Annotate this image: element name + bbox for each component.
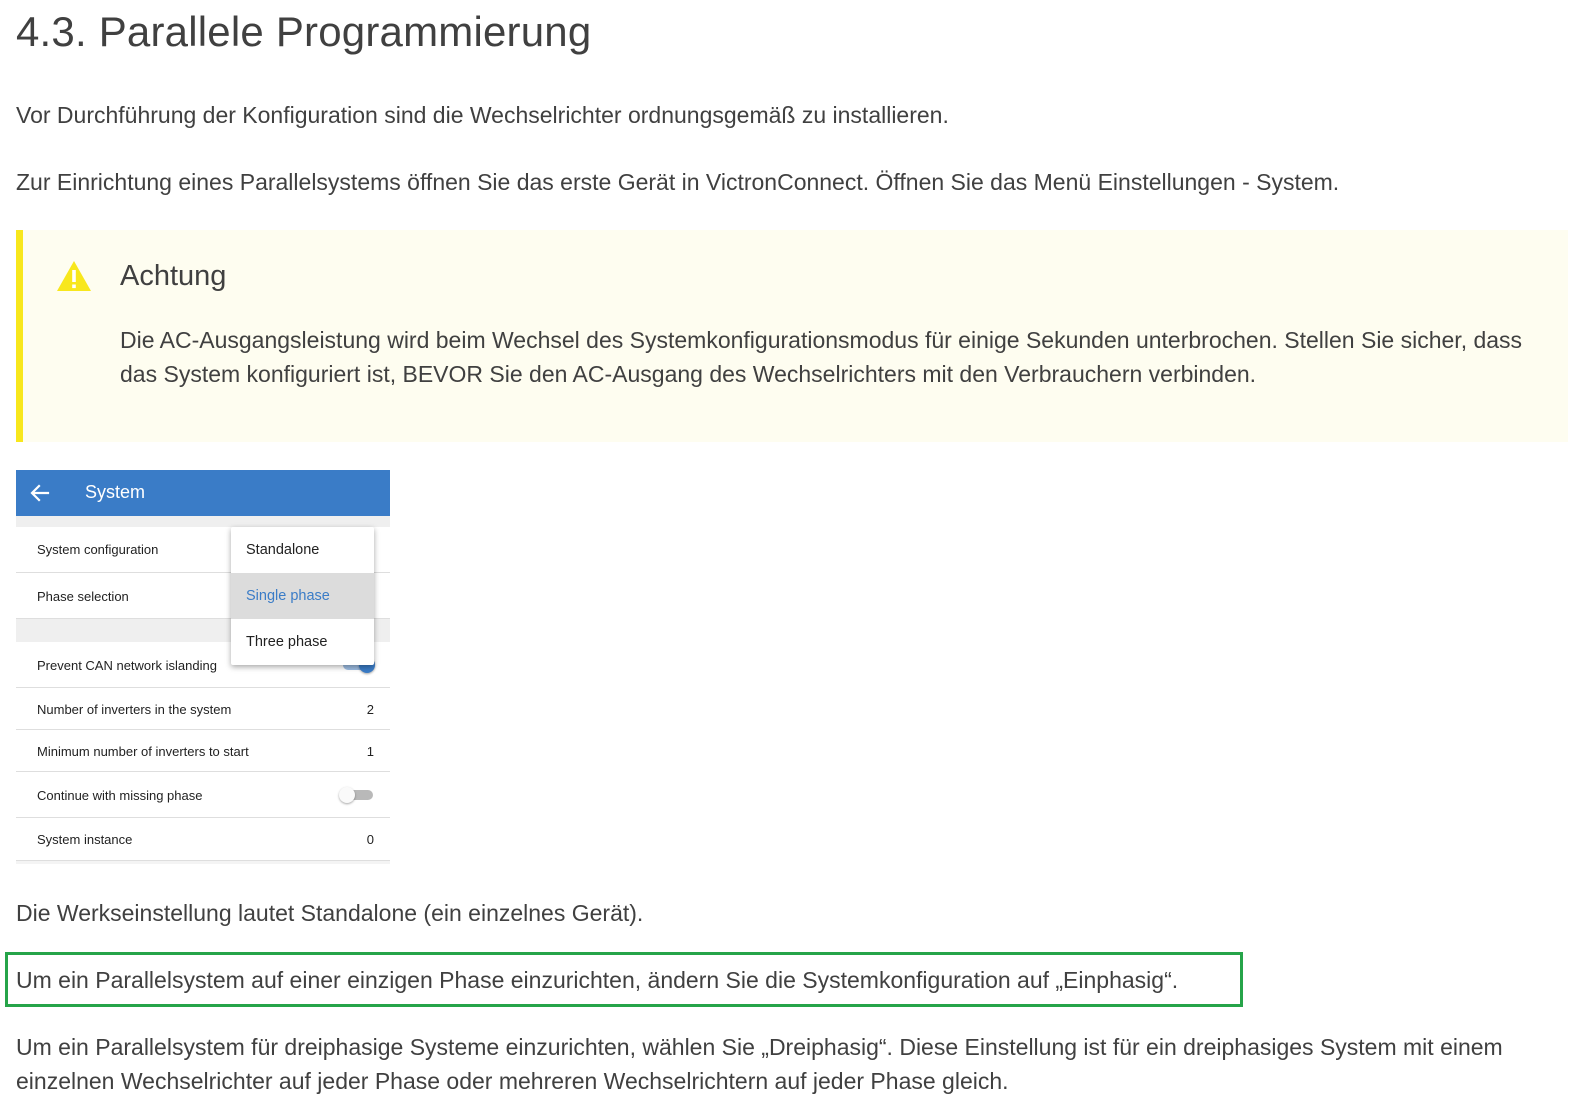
row-label: Number of inverters in the system bbox=[37, 702, 232, 717]
warning-triangle-icon bbox=[56, 260, 92, 292]
row-label: Continue with missing phase bbox=[37, 788, 203, 803]
app-header bbox=[16, 470, 390, 516]
arrow-left-icon[interactable] bbox=[30, 483, 50, 503]
single-phase-paragraph: Um ein Parallelsystem auf einer einzigen Phase einzurichten, ändern Sie die Systemkonfiguration auf „Einphasig“. bbox=[16, 967, 1179, 993]
warning-callout bbox=[16, 230, 1568, 442]
dropdown-option-single-phase[interactable]: Single phase bbox=[231, 573, 374, 619]
toggle-knob bbox=[339, 787, 355, 803]
setup-paragraph: Zur Einrichtung eines Parallelsystems öffnen Sie das erste Gerät in VictronConnect. Öffnen Sie das Menü Einstellungen - System. bbox=[16, 169, 1340, 195]
continue-missing-phase-toggle[interactable] bbox=[339, 787, 375, 803]
row-label: Phase selection bbox=[37, 589, 129, 604]
row-label: Minimum number of inverters to start bbox=[37, 744, 249, 759]
factory-default-paragraph: Die Werkseinstellung lautet Standalone (ein einzelnes Gerät). bbox=[16, 900, 644, 926]
row-value: 0 bbox=[366, 832, 374, 847]
row-system-instance[interactable] bbox=[16, 818, 390, 861]
row-value: 2 bbox=[366, 702, 374, 717]
row-label: System configuration bbox=[37, 542, 159, 557]
dropdown-option-standalone[interactable]: Standalone bbox=[246, 542, 320, 558]
row-label: Prevent CAN network islanding bbox=[37, 658, 217, 673]
row-number-of-inverters[interactable] bbox=[16, 688, 390, 730]
three-phase-paragraph: Um ein Parallelsystem für dreiphasige Systeme einzurichten, wählen Sie „Dreiphasig“. Diese Einstellung ist für ein dreiphasiges System mit einem einzelnen Wechselrichter auf jeder Phase oder mehreren Wechselrichtern auf jeder Phase gleich. bbox=[16, 1034, 1503, 1094]
list-gap bbox=[16, 516, 390, 527]
row-value: 1 bbox=[366, 744, 374, 759]
dropdown-option-three-phase[interactable]: Three phase bbox=[246, 634, 328, 650]
app-header-title: System bbox=[85, 482, 146, 502]
app-screenshot bbox=[16, 470, 390, 864]
row-label: System instance bbox=[37, 832, 133, 847]
warning-text: Die AC-Ausgangsleistung wird beim Wechsel des Systemkonfigurationsmodus für einige Sekunden unterbrochen. Stellen Sie sicher, dass das System konfiguriert ist, BEVOR Sie den AC-Ausgang des Wechselrichters mit den Verbrauchern verbinden. bbox=[120, 327, 1523, 387]
row-minimum-inverters[interactable] bbox=[16, 730, 390, 772]
page-title: 4.3. Parallele Programmierung bbox=[16, 8, 592, 55]
intro-paragraph: Vor Durchführung der Konfiguration sind die Wechselrichter ordnungsgemäß zu installieren. bbox=[16, 102, 949, 128]
system-configuration-dropdown bbox=[231, 527, 374, 665]
warning-title: Achtung bbox=[120, 260, 227, 292]
row-continue-missing-phase[interactable] bbox=[16, 772, 390, 818]
